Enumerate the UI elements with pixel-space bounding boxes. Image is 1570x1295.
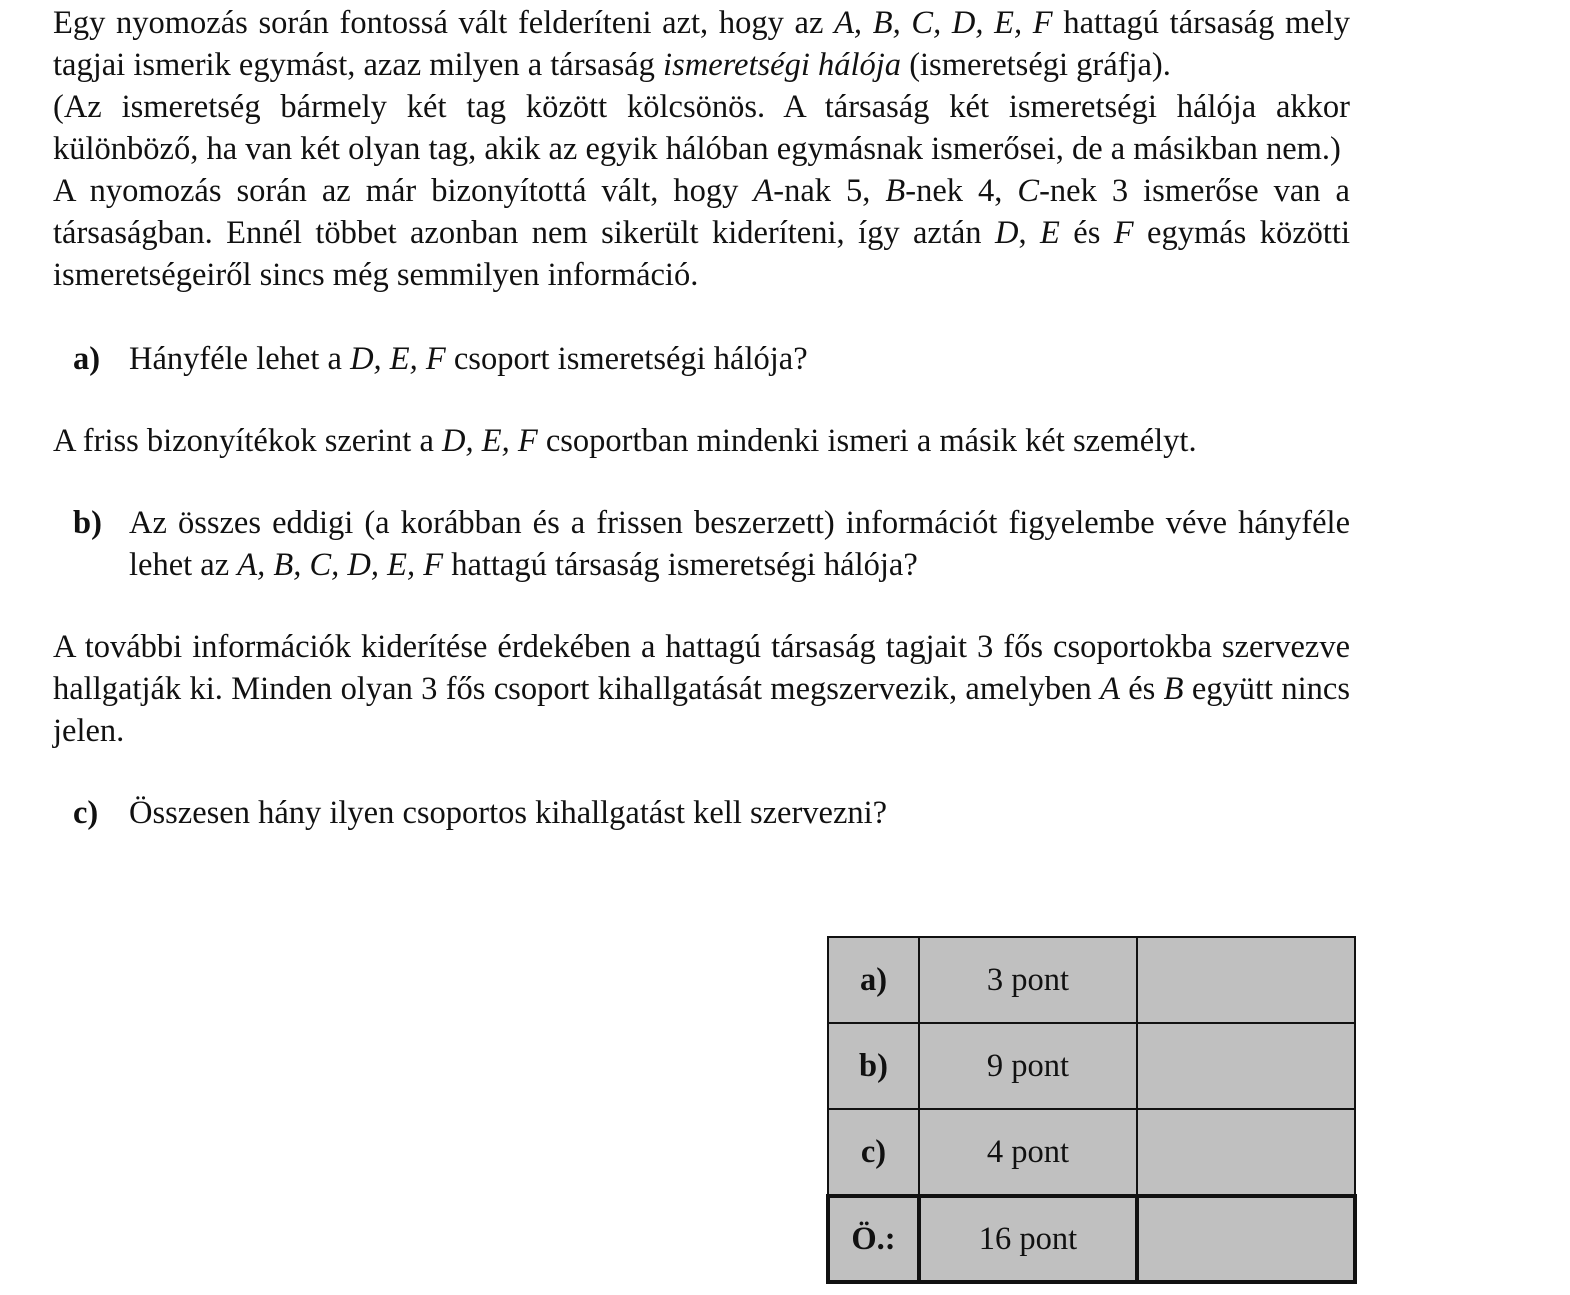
intro-paragraph-2: (Az ismeretség bármely két tag között kölcsönös. A társaság két ismeretségi hálója akkor különböző, ha van két olyan tag, akik az egyik hálóban egymásnak ismerősei, de a másikban nem.) <box>53 89 1350 167</box>
score-row-b <box>828 1023 1355 1109</box>
var-B: B <box>885 173 906 209</box>
score-part-label: c) <box>828 1109 919 1196</box>
text: és <box>1059 215 1114 251</box>
term-italic: ismeretségi hálója <box>663 47 902 83</box>
var-D: D <box>994 215 1019 251</box>
score-part-label: b) <box>828 1023 919 1109</box>
score-total-points: 16 pont <box>919 1196 1137 1282</box>
question-label: b) <box>73 505 102 541</box>
var-B: B <box>1163 671 1184 707</box>
fact-paragraph-b <box>53 420 1350 462</box>
score-earned-cell[interactable] <box>1137 1109 1355 1196</box>
score-max-points: 9 pont <box>919 1023 1137 1109</box>
problem-text <box>53 2 1350 834</box>
score-row-a <box>828 937 1355 1023</box>
score-table <box>826 936 1357 1284</box>
var-E: E <box>1040 215 1060 251</box>
text: Az összes eddigi (a korábban és a frissen beszerzett) információt figyelembe véve hányféle lehet az <box>129 505 1350 583</box>
group-italic: D, E, F <box>442 423 538 459</box>
var-C: C <box>1017 173 1040 209</box>
score-max-points: 4 pont <box>919 1109 1137 1196</box>
score-total-earned-cell[interactable] <box>1137 1196 1355 1282</box>
text: hattagú társaság ismeretségi hálója? <box>443 547 918 583</box>
score-part-label: a) <box>828 937 919 1023</box>
text: -nek 3 ismerőse van a társaságban. Ennél többet azonban nem sikerült kideríteni, így aztán <box>53 173 1350 251</box>
fact-paragraph-c <box>53 626 1350 752</box>
text: együtt nincs jelen. <box>53 671 1350 749</box>
question-b <box>73 502 1350 586</box>
score-earned-cell[interactable] <box>1137 1023 1355 1109</box>
var-A: A <box>1100 671 1120 707</box>
text: és <box>1119 671 1164 707</box>
text: A további információk kiderítése érdekében a hattagú társaság tagjait 3 fős csoportokba szervezve hallgatják ki. Minden olyan 3 fős csoport kihallgatását megszervezik, amelyben <box>53 629 1350 707</box>
text: -nek 4, <box>905 173 1018 209</box>
group-italic: D, E, F <box>350 341 446 377</box>
text: -nak 5, <box>773 173 886 209</box>
score-row-total <box>828 1196 1355 1282</box>
text: egymás közötti ismeretségeiről sincs még semmilyen információ. <box>53 215 1350 293</box>
text: , <box>1018 215 1040 251</box>
intro-paragraph-3 <box>53 170 1350 296</box>
text: A friss bizonyítékok szerint a <box>53 423 443 459</box>
text: A nyomozás során az már bizonyítottá vált, hogy <box>53 173 754 209</box>
question-label: a) <box>73 341 101 377</box>
text: csoport ismeretségi hálója? <box>445 341 808 377</box>
score-max-points: 3 pont <box>919 937 1137 1023</box>
text: (ismeretségi gráfja). <box>901 47 1171 83</box>
text: Hányféle lehet a <box>129 341 351 377</box>
text: hattagú társaság mely tagjai ismerik egymást, azaz milyen a társaság <box>53 5 1351 83</box>
score-total-label: Ö.: <box>828 1196 919 1282</box>
question-a <box>73 338 1350 380</box>
var-F: F <box>1113 215 1134 251</box>
members-italic: A, B, C, D, E, F <box>237 547 444 583</box>
text: Összesen hány ilyen csoportos kihallgatást kell szervezni? <box>129 795 888 831</box>
var-A: A <box>753 173 774 209</box>
intro-paragraph-1 <box>53 2 1350 86</box>
score-earned-cell[interactable] <box>1137 937 1355 1023</box>
members-italic: A, B, C, D, E, F <box>834 5 1053 41</box>
question-label: c) <box>73 795 99 831</box>
score-row-c <box>828 1109 1355 1196</box>
question-c <box>73 792 1350 834</box>
text: Egy nyomozás során fontossá vált felderíteni azt, hogy az <box>53 5 835 41</box>
text: csoportban mindenki ismeri a másik két személyt. <box>537 423 1197 459</box>
